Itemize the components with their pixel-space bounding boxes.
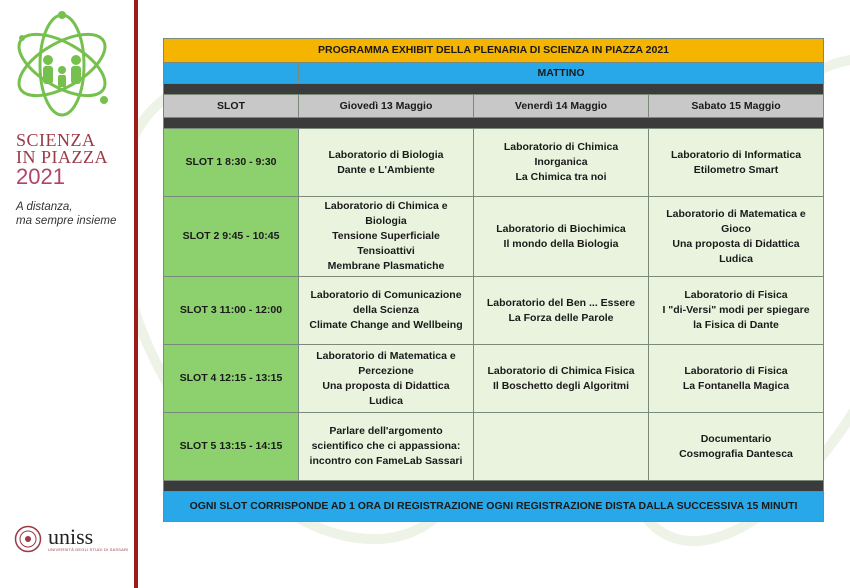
sidebar-divider bbox=[134, 0, 138, 588]
university-logo bbox=[14, 525, 128, 553]
brand-line-1: SCIENZA bbox=[16, 130, 96, 150]
cell-line: Parlare dell'argomento bbox=[329, 425, 443, 437]
cell-line: La Chimica tra noi bbox=[515, 171, 607, 183]
atom-family-logo-icon bbox=[8, 8, 116, 123]
cell-saturday bbox=[649, 197, 824, 277]
university-name: uniss bbox=[48, 523, 94, 549]
university-seal-icon bbox=[14, 525, 42, 553]
cell-line: incontro con FameLab Sassari bbox=[309, 455, 463, 467]
header-slot: SLOT bbox=[164, 95, 299, 118]
session-label: MATTINO bbox=[299, 63, 824, 84]
header-thursday: Giovedì 13 Maggio bbox=[299, 95, 474, 118]
cell-line: la Fisica di Dante bbox=[693, 319, 779, 331]
table-row bbox=[164, 197, 824, 277]
slot-label: SLOT 1 8:30 - 9:30 bbox=[164, 129, 299, 197]
cell-line: Dante e L'Ambiente bbox=[337, 163, 435, 176]
cell-friday bbox=[474, 129, 649, 197]
cell-thursday bbox=[299, 277, 474, 345]
cell-line: Tensione Superficiale bbox=[332, 230, 440, 242]
table-row bbox=[164, 345, 824, 413]
table-row bbox=[164, 129, 824, 197]
cell-line: Laboratorio di Matematica e bbox=[316, 349, 456, 362]
cell-line: Climate Change and Wellbeing bbox=[309, 319, 463, 331]
cell-line: Il mondo della Biologia bbox=[503, 237, 619, 250]
cell-saturday bbox=[649, 277, 824, 345]
table-row bbox=[164, 277, 824, 345]
brand-year: 2021 bbox=[16, 164, 65, 189]
header-row bbox=[164, 95, 824, 118]
cell-line: Laboratorio di Chimica e bbox=[324, 200, 448, 212]
cell-line: Ludica bbox=[719, 252, 753, 265]
cell-line: Percezione bbox=[358, 364, 414, 377]
slot-label: SLOT 3 11:00 - 12:00 bbox=[164, 277, 299, 345]
cell-line: Laboratorio di Biologia bbox=[328, 148, 444, 161]
cell-saturday bbox=[649, 345, 824, 413]
separator-bar bbox=[164, 118, 824, 129]
slot-label: SLOT 5 13:15 - 14:15 bbox=[164, 413, 299, 481]
cell-line: Laboratorio di Biochimica bbox=[496, 222, 626, 235]
separator-bar bbox=[164, 84, 824, 95]
brand-wordmark bbox=[16, 130, 131, 189]
cell-line: della Scienza bbox=[353, 304, 419, 316]
cell-saturday bbox=[649, 413, 824, 481]
tagline-line-1: A distanza, bbox=[16, 201, 73, 213]
separator-bar bbox=[164, 481, 824, 492]
cell-friday bbox=[474, 197, 649, 277]
table-row bbox=[164, 413, 824, 481]
cell-line: Laboratorio di Fisica bbox=[684, 289, 788, 301]
slot-label: SLOT 4 12:15 - 13:15 bbox=[164, 345, 299, 413]
cell-line: Tensioattivi bbox=[357, 245, 415, 257]
cell-line: La Fontanella Magica bbox=[682, 379, 790, 392]
cell-line: Laboratorio di Chimica Fisica bbox=[487, 364, 635, 377]
cell-line: Cosmografia Dantesca bbox=[679, 447, 793, 460]
cell-line: Una proposta di Didattica bbox=[672, 237, 800, 250]
table-title: PROGRAMMA EXHIBIT DELLA PLENARIA DI SCIENZA IN PIAZZA 2021 bbox=[164, 39, 824, 63]
cell-thursday bbox=[299, 413, 474, 481]
cell-line: Documentario bbox=[700, 432, 772, 445]
slot-label: SLOT 2 9:45 - 10:45 bbox=[164, 197, 299, 277]
header-friday: Venerdì 14 Maggio bbox=[474, 95, 649, 118]
cell-line: Membrane Plasmatiche bbox=[327, 260, 445, 272]
cell-line: Gioco bbox=[721, 222, 751, 235]
cell-line: Laboratorio di Informatica bbox=[670, 148, 802, 161]
header-saturday: Sabato 15 Maggio bbox=[649, 95, 824, 118]
cell-line: Laboratorio del Ben ... Essere bbox=[486, 296, 636, 309]
cell-line: Laboratorio di Fisica bbox=[684, 364, 788, 377]
cell-line: Il Boschetto degli Algoritmi bbox=[492, 379, 630, 392]
cell-friday bbox=[474, 345, 649, 413]
sidebar bbox=[0, 0, 134, 588]
cell-line: Etilometro Smart bbox=[693, 163, 779, 176]
cell-friday bbox=[474, 277, 649, 345]
footer-note: OGNI SLOT CORRISPONDE AD 1 ORA DI REGISTRAZIONE OGNI REGISTRAZIONE DISTA DALLA SUCCESSIVA 15 MINUTI bbox=[164, 492, 824, 522]
cell-line: Laboratorio di Chimica bbox=[503, 141, 619, 153]
cell-line: Biologia bbox=[365, 215, 407, 227]
cell-line: Una proposta di Didattica bbox=[322, 379, 450, 392]
cell-line: Inorganica bbox=[534, 156, 588, 168]
brand-line-2: IN PIAZZA bbox=[16, 147, 108, 167]
cell-thursday bbox=[299, 129, 474, 197]
cell-thursday bbox=[299, 345, 474, 413]
session-spacer bbox=[164, 63, 299, 84]
tagline-line-2: ma sempre insieme bbox=[16, 215, 117, 227]
tagline bbox=[16, 200, 134, 228]
cell-line: Ludica bbox=[369, 394, 403, 407]
cell-line: Laboratorio di Comunicazione bbox=[310, 289, 462, 301]
university-subtitle: UNIVERSITÀ DEGLI STUDI DI SASSARI bbox=[48, 546, 129, 552]
cell-line: Laboratorio di Matematica e bbox=[666, 207, 806, 220]
cell-line: I "di-Versi" modi per spiegare bbox=[662, 304, 810, 316]
cell-line: La Forza delle Parole bbox=[508, 311, 614, 324]
cell-thursday bbox=[299, 197, 474, 277]
cell-saturday bbox=[649, 129, 824, 197]
cell-friday bbox=[474, 413, 649, 481]
cell-line: scientifico che ci appassiona: bbox=[311, 440, 461, 452]
schedule-table bbox=[163, 38, 824, 522]
